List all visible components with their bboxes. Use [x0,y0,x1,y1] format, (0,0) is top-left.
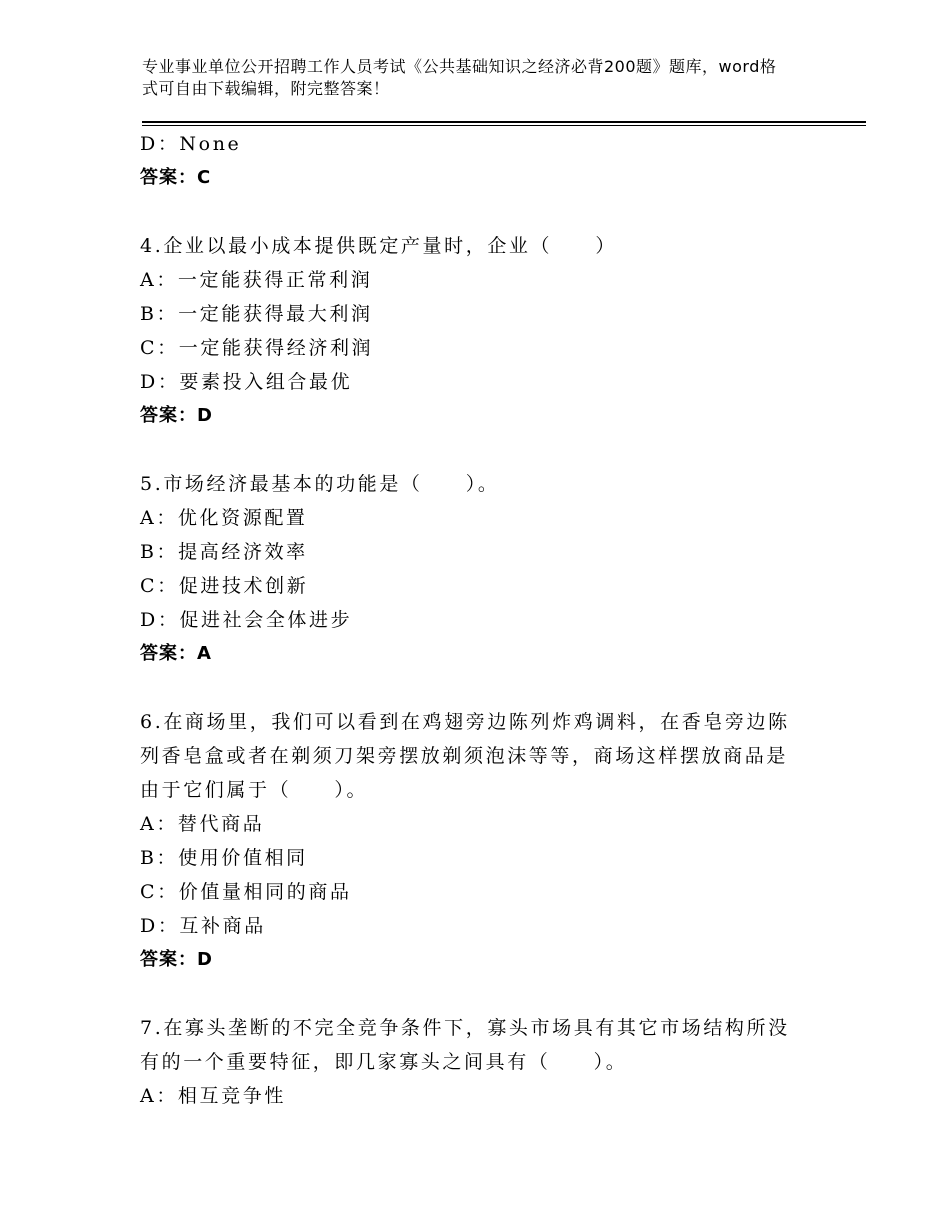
option-c: C：促进技术创新 [140,575,309,597]
question-6 [140,705,810,977]
option-a: A：一定能获得正常利润 [140,269,373,291]
header-divider-thick [142,121,866,123]
header-divider [142,121,866,126]
option-a: A：优化资源配置 [140,507,308,529]
answer-label: 答案：A [140,643,212,664]
question-text: 6.在商场里，我们可以看到在鸡翅旁边陈列炸鸡调料，在香皂旁边陈列香皂盒或者在剃须刀架旁摆放剃须泡沫等等，商场这样摆放商品是由于它们属于（ ）。 [140,711,790,801]
answer-label: 答案：C [140,167,212,188]
option-d: D：要素投入组合最优 [140,371,353,393]
option-b: B：一定能获得最大利润 [140,303,373,325]
option-d: D：互补商品 [140,915,266,937]
question-list [140,127,810,1113]
option-b: B：使用价值相同 [140,847,308,869]
option-c: C：一定能获得经济利润 [140,337,374,359]
question-7 [140,1011,810,1113]
question-5 [140,467,810,671]
question-text: 5.市场经济最基本的功能是（ ）。 [140,473,500,495]
option-a: A：相互竞争性 [140,1085,286,1107]
option-b: B：提高经济效率 [140,541,308,563]
option-d: D：促进社会全体进步 [140,609,353,631]
spacer [140,195,810,229]
option-d: D：None [140,133,242,155]
question-text: 4.企业以最小成本提供既定产量时，企业（ ） [140,235,617,257]
question-text: 7.在寡头垄断的不完全竞争条件下，寡头市场具有其它市场结构所没有的一个重要特征，即几家寡头之间具有（ ）。 [140,1017,790,1073]
spacer [140,671,810,705]
header-divider-thin [142,125,866,126]
option-a: A：替代商品 [140,813,265,835]
question-4 [140,229,810,433]
answer-label: 答案：D [140,949,213,970]
answer-label: 答案：D [140,405,213,426]
spacer [140,433,810,467]
page-header-title: 专业事业单位公开招聘工作人员考试《公共基础知识之经济必背200题》题库，word格式可自由下载编辑，附完整答案！ [142,57,777,98]
question-3 [140,127,810,195]
option-c: C：价值量相同的商品 [140,881,352,903]
spacer [140,977,810,1011]
